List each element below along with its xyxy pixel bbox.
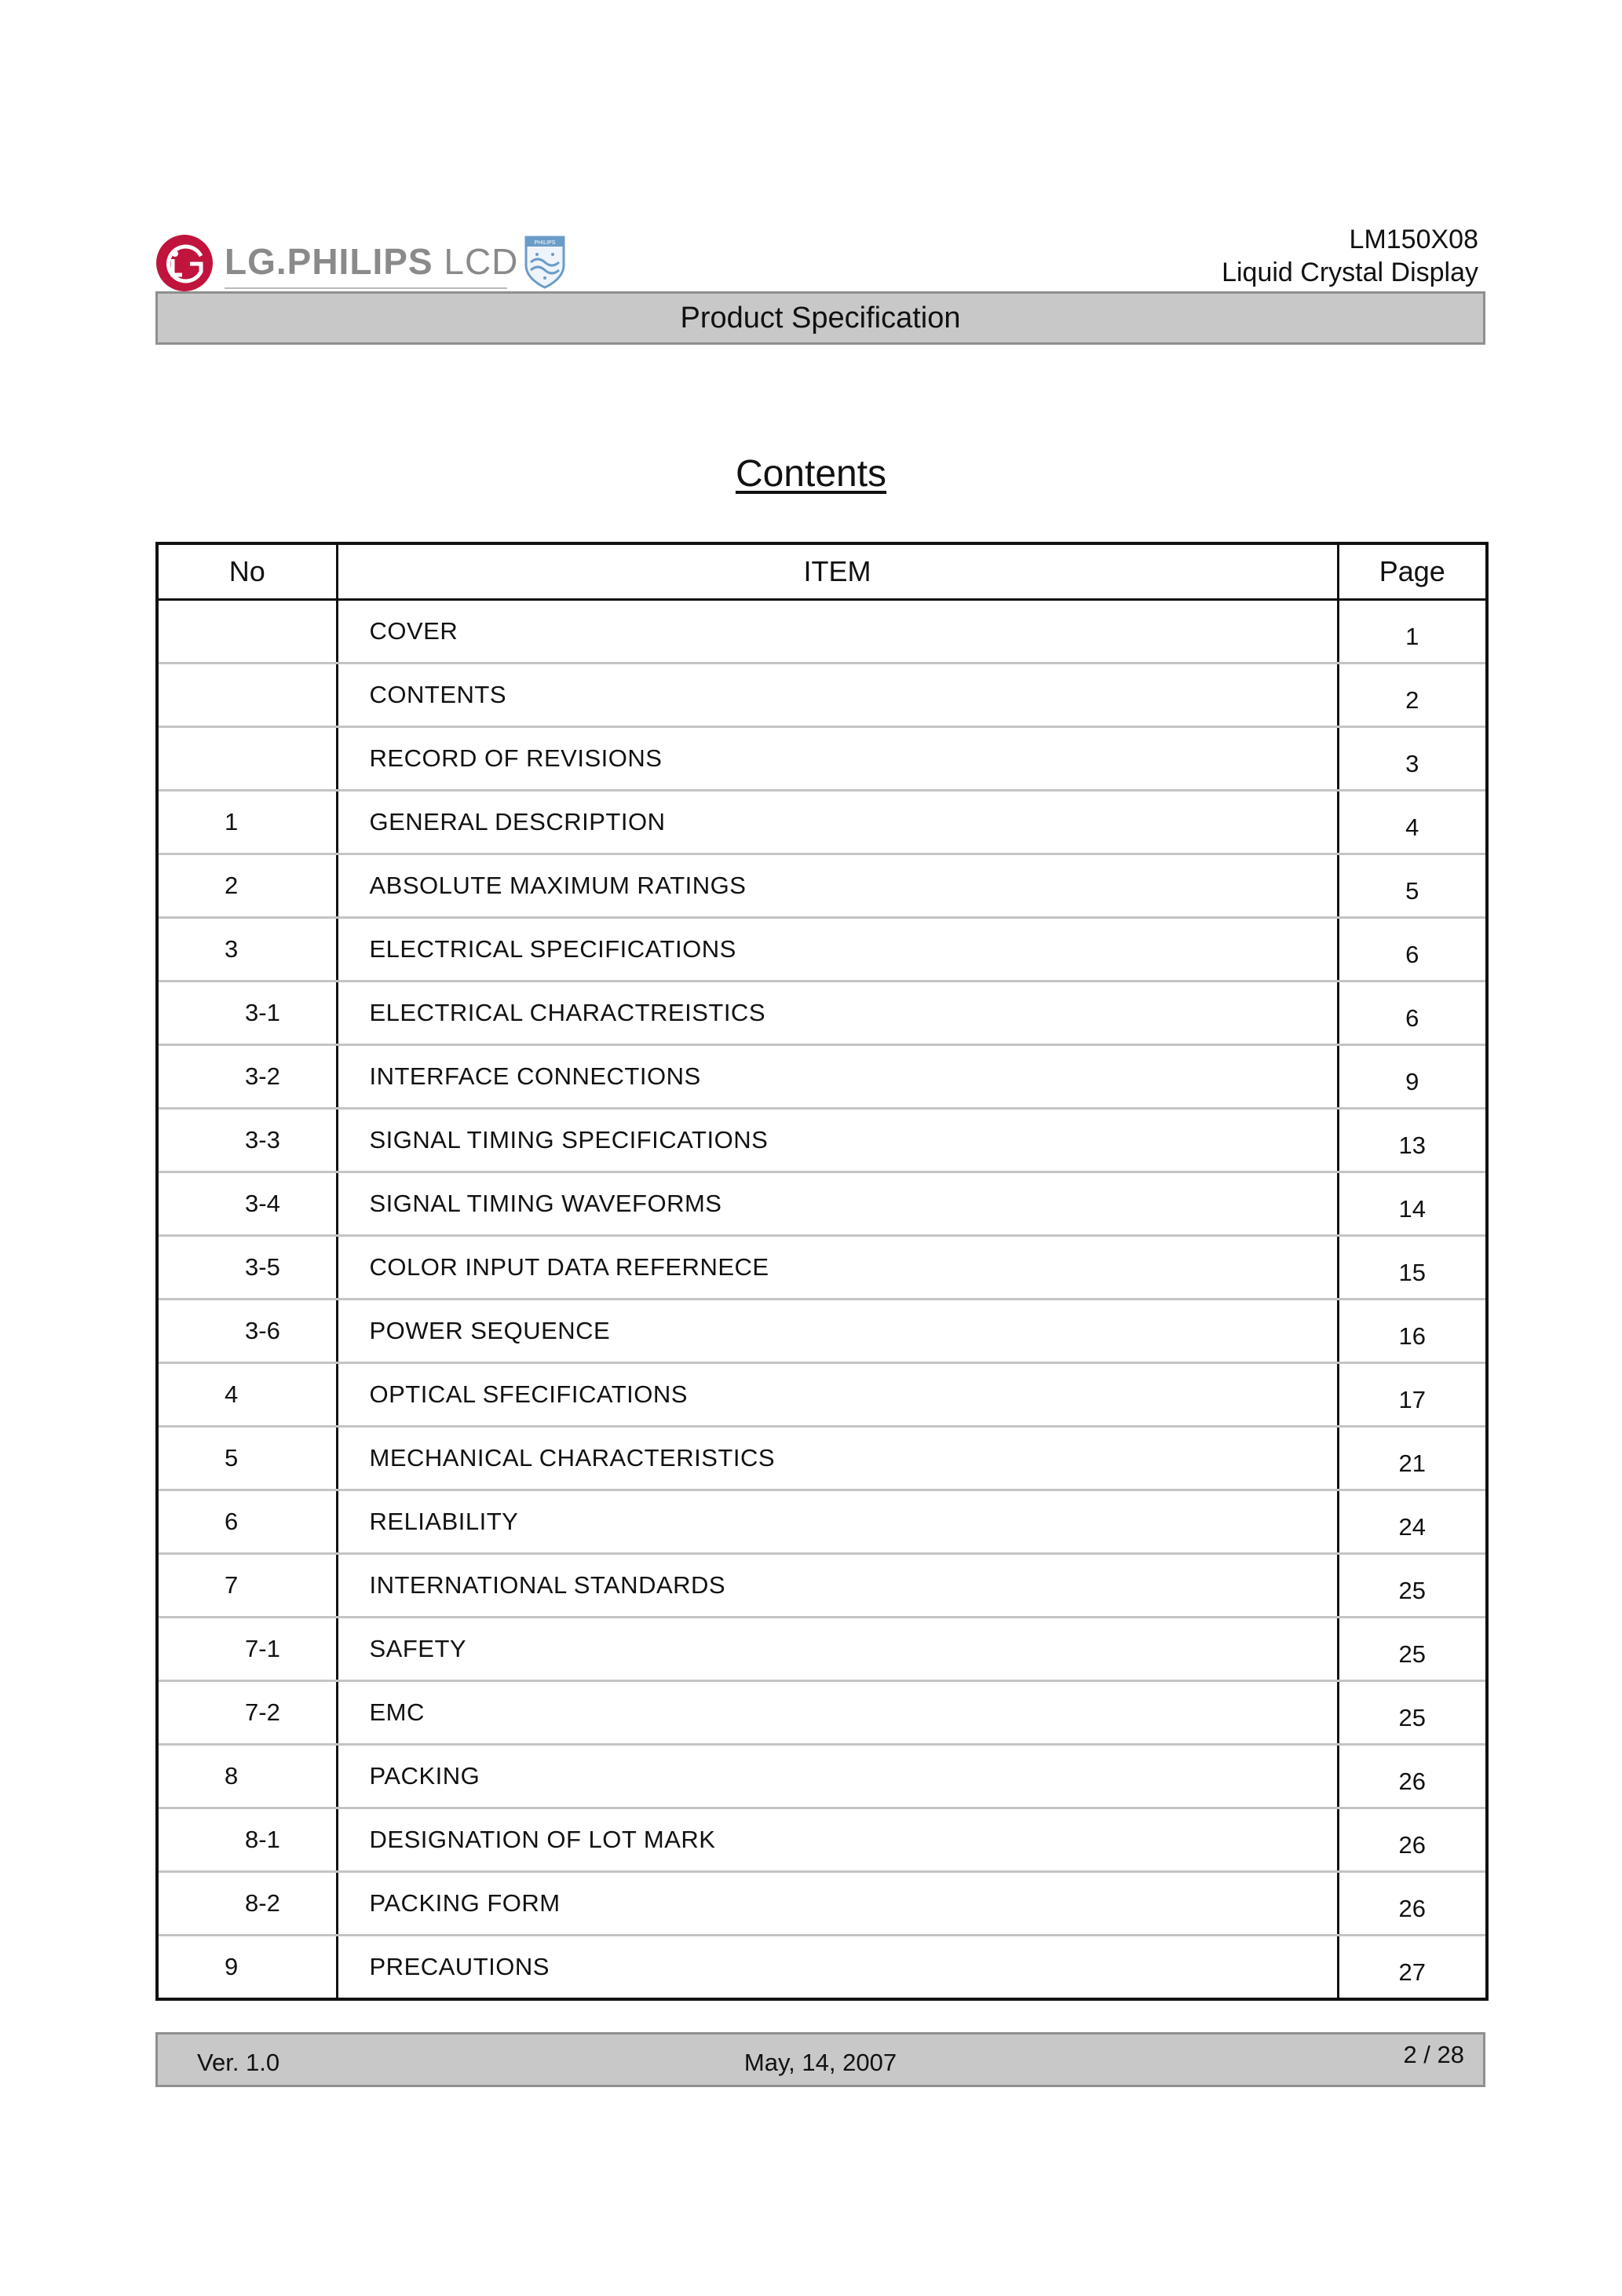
row-page: 26 xyxy=(1338,1808,1487,1872)
row-page: 2 xyxy=(1338,664,1487,727)
footer-bar xyxy=(155,2032,1485,2087)
logo-underline xyxy=(225,287,507,289)
row-page: 24 xyxy=(1338,1490,1487,1554)
row-number xyxy=(157,664,337,727)
contents-heading: Contents xyxy=(735,453,887,495)
row-page: 6 xyxy=(1338,918,1487,982)
table-row xyxy=(157,1363,1487,1427)
row-number: 8 xyxy=(157,1745,337,1808)
table-header-row xyxy=(157,543,1487,600)
row-number: 7-2 xyxy=(157,1681,337,1745)
row-number: 6 xyxy=(157,1490,337,1554)
lg-philips-logo xyxy=(154,232,578,294)
table-row xyxy=(157,1808,1487,1872)
row-page: 17 xyxy=(1338,1363,1487,1427)
table-row xyxy=(157,1681,1487,1745)
row-number: 7-1 xyxy=(157,1618,337,1681)
footer-version: Ver. 1.0 xyxy=(197,2049,280,2076)
row-item: MECHANICAL CHARACTERISTICS xyxy=(337,1427,1338,1490)
row-number xyxy=(157,600,337,664)
model-info xyxy=(1222,223,1478,289)
row-page: 15 xyxy=(1338,1236,1487,1300)
row-number: 1 xyxy=(157,791,337,854)
logo-wordmark: LG.PHILIPS LCD xyxy=(225,241,519,282)
table-row xyxy=(157,1172,1487,1236)
table-row xyxy=(157,918,1487,982)
row-item: OPTICAL SFECIFICATIONS xyxy=(337,1363,1338,1427)
row-item: GENERAL DESCRIPTION xyxy=(337,791,1338,854)
row-page: 21 xyxy=(1338,1427,1487,1490)
svg-text:PHILIPS: PHILIPS xyxy=(534,240,556,246)
row-item: SAFETY xyxy=(337,1618,1338,1681)
row-item: RECORD OF REVISIONS xyxy=(337,727,1338,791)
lg-face-icon xyxy=(154,232,215,294)
row-item: CONTENTS xyxy=(337,664,1338,727)
table-row xyxy=(157,664,1487,727)
row-item: DESIGNATION OF LOT MARK xyxy=(337,1808,1338,1872)
row-item: INTERNATIONAL STANDARDS xyxy=(337,1554,1338,1618)
row-number: 3-4 xyxy=(157,1172,337,1236)
row-page: 25 xyxy=(1338,1554,1487,1618)
table-row xyxy=(157,854,1487,918)
row-item: ELECTRICAL CHARACTREISTICS xyxy=(337,982,1338,1045)
table-row xyxy=(157,1427,1487,1490)
row-number: 3-6 xyxy=(157,1300,337,1363)
table-row xyxy=(157,1745,1487,1808)
row-number: 3 xyxy=(157,918,337,982)
table-row xyxy=(157,1300,1487,1363)
spec-title-bar xyxy=(155,291,1485,345)
row-item: PRECAUTIONS xyxy=(337,1936,1338,2000)
header-item: ITEM xyxy=(337,543,1338,600)
row-number: 3-3 xyxy=(157,1109,337,1172)
row-page: 26 xyxy=(1338,1872,1487,1936)
row-page: 4 xyxy=(1338,791,1487,854)
row-page: 13 xyxy=(1338,1109,1487,1172)
row-number: 8-1 xyxy=(157,1808,337,1872)
table-row xyxy=(157,1872,1487,1936)
row-item: COLOR INPUT DATA REFERNECE xyxy=(337,1236,1338,1300)
contents-table xyxy=(155,542,1489,2001)
row-page: 16 xyxy=(1338,1300,1487,1363)
spec-title: Product Specification xyxy=(680,301,961,335)
header-page: Page xyxy=(1338,543,1487,600)
row-number: 2 xyxy=(157,854,337,918)
row-item: EMC xyxy=(337,1681,1338,1745)
row-page: 5 xyxy=(1338,854,1487,918)
row-number xyxy=(157,727,337,791)
table-row xyxy=(157,1936,1487,2000)
row-number: 7 xyxy=(157,1554,337,1618)
row-page: 3 xyxy=(1338,727,1487,791)
row-item: INTERFACE CONNECTIONS xyxy=(337,1045,1338,1109)
row-item: PACKING xyxy=(337,1745,1338,1808)
row-number: 5 xyxy=(157,1427,337,1490)
table-row xyxy=(157,600,1487,664)
philips-shield-icon xyxy=(523,234,567,291)
table-row xyxy=(157,1618,1487,1681)
row-item: RELIABILITY xyxy=(337,1490,1338,1554)
row-item: ELECTRICAL SPECIFICATIONS xyxy=(337,918,1338,982)
row-number: 4 xyxy=(157,1363,337,1427)
row-page: 1 xyxy=(1338,600,1487,664)
product-type: Liquid Crystal Display xyxy=(1222,258,1478,287)
row-item: PACKING FORM xyxy=(337,1872,1338,1936)
row-number: 8-2 xyxy=(157,1872,337,1936)
table-row xyxy=(157,727,1487,791)
footer-page-number: 2 / 28 xyxy=(1403,2041,1464,2068)
row-number: 3-5 xyxy=(157,1236,337,1300)
row-page: 14 xyxy=(1338,1172,1487,1236)
table-row xyxy=(157,1490,1487,1554)
row-item: SIGNAL TIMING WAVEFORMS xyxy=(337,1172,1338,1236)
table-row xyxy=(157,791,1487,854)
row-item: ABSOLUTE MAXIMUM RATINGS xyxy=(337,854,1338,918)
row-page: 9 xyxy=(1338,1045,1487,1109)
row-item: COVER xyxy=(337,600,1338,664)
model-number: LM150X08 xyxy=(1349,225,1478,254)
table-row xyxy=(157,982,1487,1045)
table-row xyxy=(157,1236,1487,1300)
row-page: 26 xyxy=(1338,1745,1487,1808)
footer-date: May, 14, 2007 xyxy=(743,2049,897,2076)
row-number: 9 xyxy=(157,1936,337,2000)
row-number: 3-2 xyxy=(157,1045,337,1109)
table-row xyxy=(157,1109,1487,1172)
table-row xyxy=(157,1554,1487,1618)
row-page: 25 xyxy=(1338,1618,1487,1681)
row-page: 6 xyxy=(1338,982,1487,1045)
header-no: No xyxy=(157,543,337,600)
row-number: 3-1 xyxy=(157,982,337,1045)
table-row xyxy=(157,1045,1487,1109)
row-item: POWER SEQUENCE xyxy=(337,1300,1338,1363)
row-page: 27 xyxy=(1338,1936,1487,2000)
row-item: SIGNAL TIMING SPECIFICATIONS xyxy=(337,1109,1338,1172)
row-page: 25 xyxy=(1338,1681,1487,1745)
